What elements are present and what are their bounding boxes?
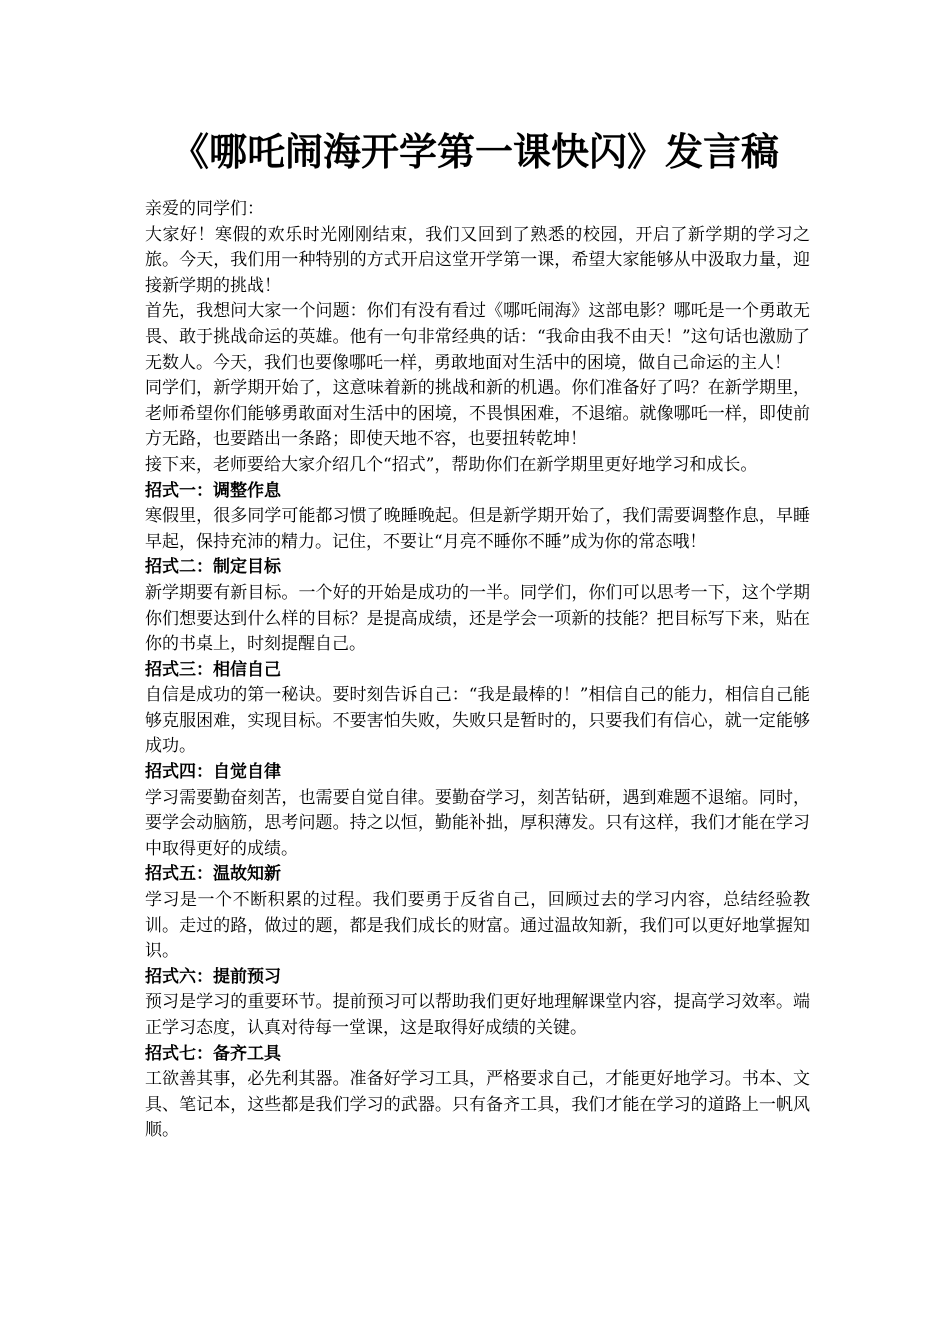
section-heading: 招式七：备齐工具 [145,1043,281,1064]
section-heading: 招式五：温故知新 [145,864,281,885]
section-paragraph: 预习是学习的重要环节。提前预习可以帮助我们更好地理解课堂内容，提高学习效率。端正学习态度，认真对待每一堂课，这是取得好成绩的关键。 [145,992,810,1038]
intro-paragraph: 首先，我想问大家一个问题：你们有没有看过《哪吒闹海》这部电影？哪吒是一个勇敢无畏、敢于挑战命运的英雄。他有一句非常经典的话：“我命由我不由天！”这句话也激励了无数人。今天，我们也要像哪吒一样，勇敢地面对生活中的困境，做自己命运的主人！ [145,301,810,373]
section-paragraph: 寒假里，很多同学可能都习惯了晚睡晚起。但是新学期开始了，我们需要调整作息，早睡早起，保持充沛的精力。记住，不要让“月亮不睡你不睡”成为你的常态哦！ [145,506,810,552]
intro-paragraph: 同学们，新学期开始了，这意味着新的挑战和新的机遇。你们准备好了吗？在新学期里，老师希望你们能够勇敢面对生活中的困境，不畏惧困难，不退缩。就像哪吒一样，即使前方无路，也要踏出一条路；即使天地不容，也要扭转乾坤！ [145,378,810,450]
section-heading: 招式四：自觉自律 [145,762,281,783]
greeting: 亲爱的同学们： [145,199,264,219]
section-heading: 招式二：制定目标 [145,557,281,578]
document-body [145,197,810,1144]
intro-paragraph: 接下来，老师要给大家介绍几个“招式”，帮助你们在新学期里更好地学习和成长。 [145,454,758,475]
section-heading: 招式三：相信自己 [145,659,281,680]
section-paragraph: 学习是一个不断积累的过程。我们要勇于反省自己，回顾过去的学习内容，总结经验教训。走过的路，做过的题，都是我们成长的财富。通过温故知新，我们可以更好地掌握知识。 [145,890,810,962]
intro-paragraph: 大家好！寒假的欢乐时光刚刚结束，我们又回到了熟悉的校园，开启了新学期的学习之旅。今天，我们用一种特别的方式开启这堂开学第一课，希望大家能够从中汲取力量，迎接新学期的挑战！ [145,224,810,296]
section-heading: 招式一：调整作息 [145,480,281,501]
section-paragraph: 新学期要有新目标。一个好的开始是成功的一半。同学们，你们可以思考一下，这个学期你们想要达到什么样的目标？是提高成绩，还是学会一项新的技能？把目标写下来，贴在你的书桌上，时刻提醒自己。 [145,582,810,655]
section-heading: 招式六：提前预习 [145,966,281,987]
document-title: 《哪吒闹海开学第一课快闪》发言稿 [170,129,779,174]
section-paragraph: 工欲善其事，必先利其器。准备好学习工具，严格要求自己，才能更好地学习。书本、文具、笔记本，这些都是我们学习的武器。只有备齐工具，我们才能在学习的道路上一帆风顺。 [145,1069,810,1141]
section-paragraph: 学习需要勤奋刻苦，也需要自觉自律。要勤奋学习，刻苦钻研，遇到难题不退缩。同时，要学会动脑筋，思考问题。持之以恒，勤能补拙，厚积薄发。只有这样，我们才能在学习中取得更好的成绩。 [145,787,810,859]
section-paragraph: 自信是成功的第一秘诀。要时刻告诉自己：“我是最棒的！”相信自己的能力，相信自己能够克服困难，实现目标。不要害怕失败，失败只是暂时的，只要我们有信心，就一定能够成功。 [145,685,810,757]
